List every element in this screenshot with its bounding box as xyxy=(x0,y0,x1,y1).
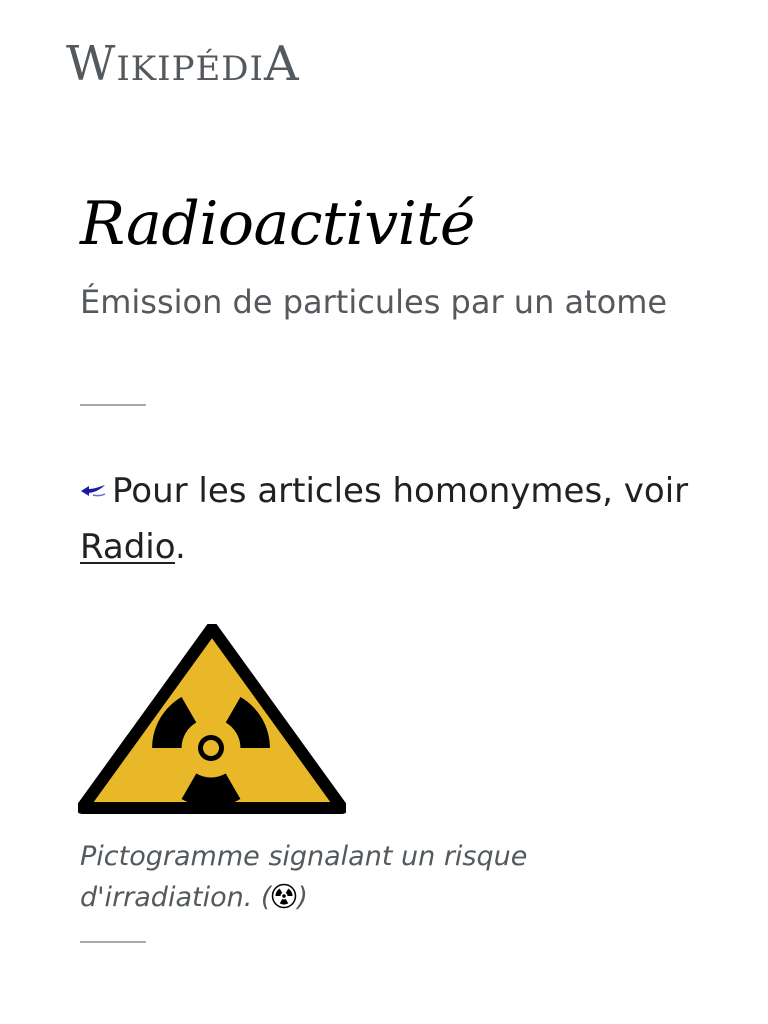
disambiguation-arrow-icon xyxy=(80,483,106,499)
caption-text: Pictogramme signalant un risque d'irradiation. ( xyxy=(80,841,528,913)
logo-middle: IKIPÉDI xyxy=(116,49,264,89)
subtitle-divider xyxy=(80,404,146,406)
caption-end: ) xyxy=(297,882,308,913)
hatnote-suffix: . xyxy=(174,527,186,567)
logo-final: A xyxy=(264,36,300,92)
radio-link[interactable]: Radio xyxy=(80,527,175,567)
hatnote-prefix: Pour les articles homonymes, voir xyxy=(112,471,689,511)
hatnote xyxy=(80,463,720,575)
page-title: Radioactivité xyxy=(80,189,475,259)
radiation-hazard-sign[interactable] xyxy=(78,624,346,814)
page-subtitle: Émission de particules par un atome xyxy=(80,283,668,321)
radiation-hazard-icon[interactable] xyxy=(271,883,297,909)
wikipedia-logo[interactable] xyxy=(66,36,300,92)
figure-caption xyxy=(80,836,700,918)
logo-initial: W xyxy=(66,36,117,92)
figure-divider xyxy=(80,941,146,943)
